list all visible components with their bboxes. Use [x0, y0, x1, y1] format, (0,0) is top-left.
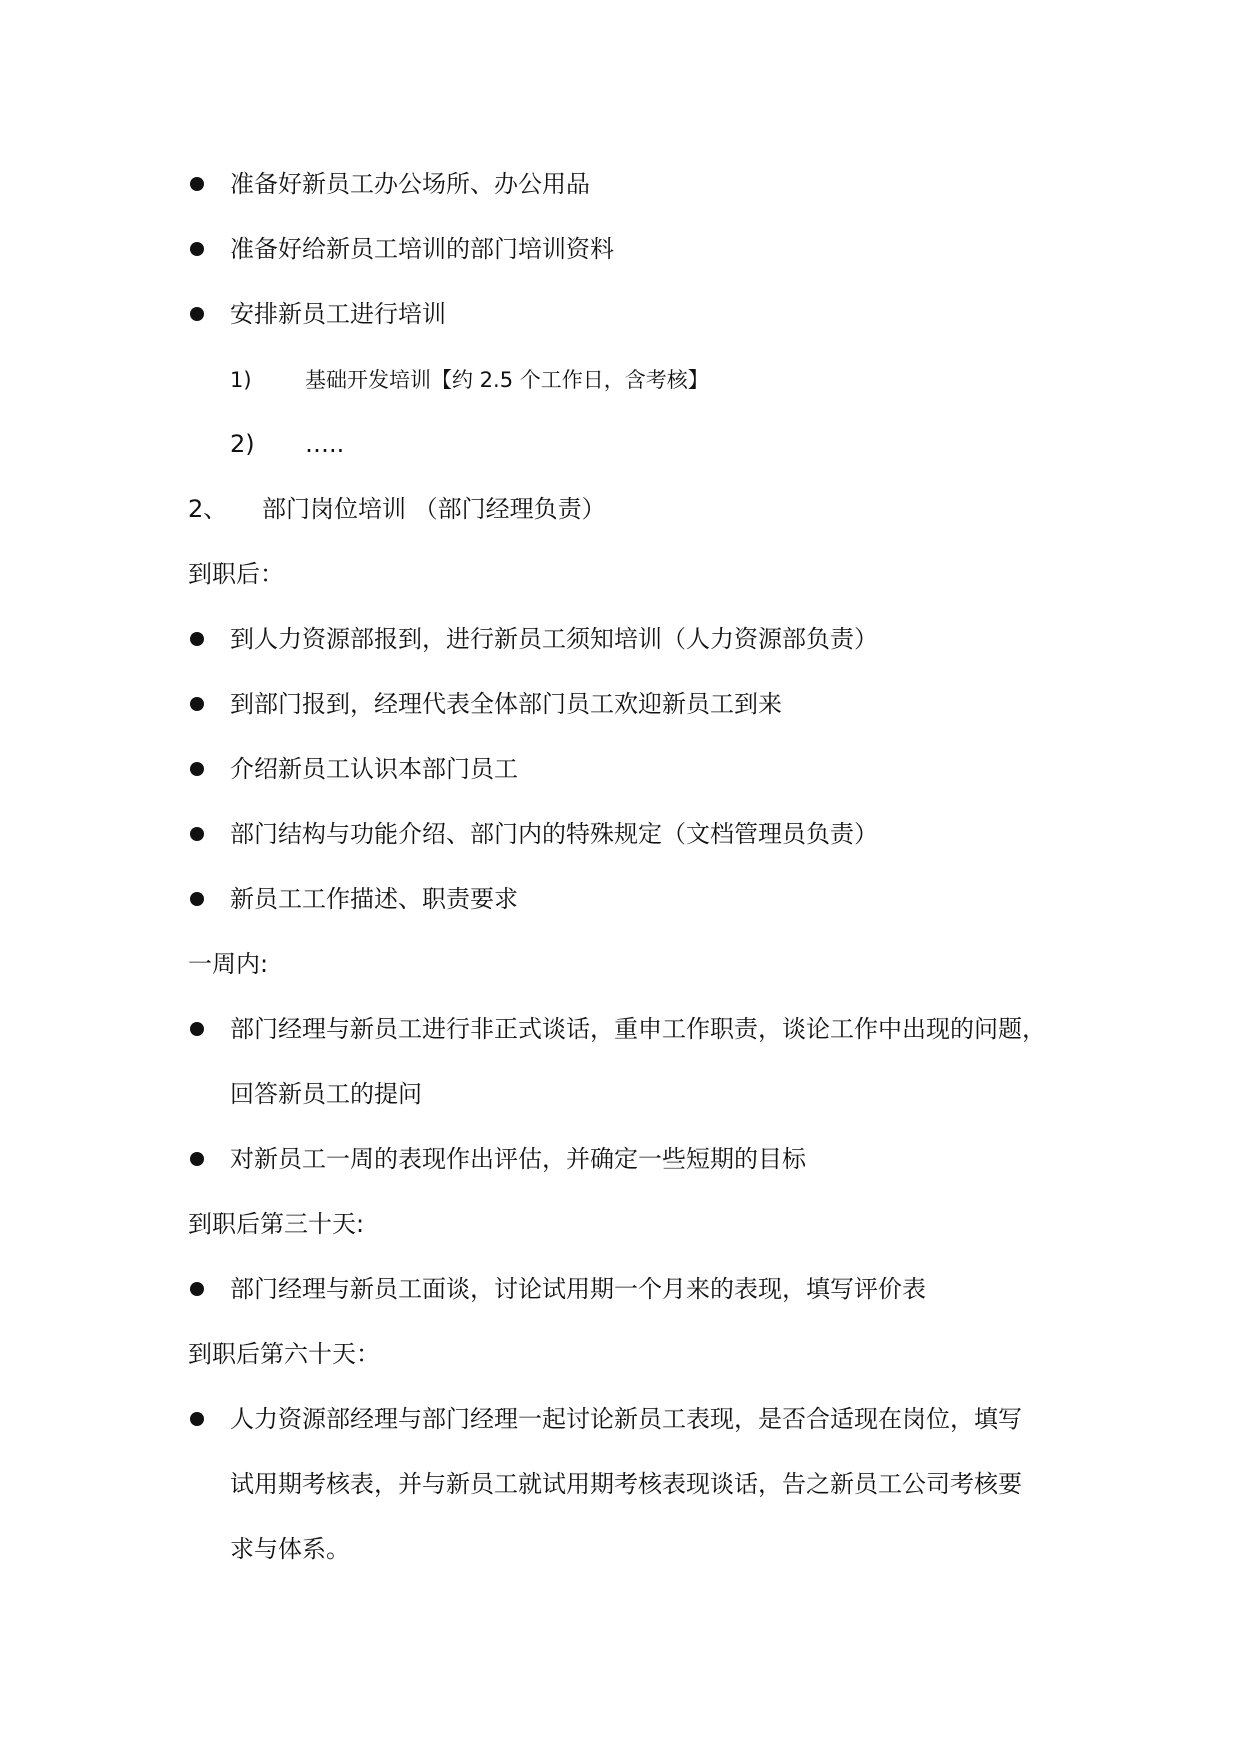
sub-item-number: 1)	[230, 368, 252, 392]
list-item: 到部门报到，经理代表全体部门员工欢迎新员工到来	[230, 690, 782, 718]
list-item: 介绍新员工认识本部门员工	[230, 755, 518, 783]
list-item: 对新员工一周的表现作出评估，并确定一些短期的目标	[230, 1145, 806, 1173]
subsection-label: 到职后：	[188, 560, 284, 588]
list-item: 部门结构与功能介绍、部门内的特殊规定（文档管理员负责）	[230, 820, 878, 848]
bullet-icon	[190, 307, 204, 321]
sub-item-text: …..	[305, 430, 345, 458]
list-item: 到人力资源部报到，进行新员工须知培训（人力资源部负责）	[230, 625, 878, 653]
bullet-icon	[190, 827, 204, 841]
list-item: 人力资源部经理与部门经理一起讨论新员工表现，是否合适现在岗位，填写	[230, 1405, 1022, 1433]
bullet-icon	[190, 177, 204, 191]
sub-item-number: 2)	[230, 430, 255, 458]
bullet-icon	[190, 242, 204, 256]
bullet-icon	[190, 697, 204, 711]
bullet-icon	[190, 632, 204, 646]
list-item: 部门经理与新员工进行非正式谈话，重申工作职责，谈论工作中出现的问题，	[230, 1015, 1046, 1043]
subsection-label: 到职后第六十天：	[188, 1340, 380, 1368]
section-number: 2、	[188, 495, 228, 523]
list-item-continuation: 求与体系。	[230, 1535, 350, 1563]
subsection-label: 一周内:	[188, 950, 269, 978]
list-item: 准备好给新员工培训的部门培训资料	[230, 235, 614, 263]
list-item-continuation: 试用期考核表，并与新员工就试用期考核表现谈话，告之新员工公司考核要	[230, 1470, 1022, 1498]
subsection-label: 到职后第三十天:	[188, 1210, 365, 1238]
bullet-icon	[190, 892, 204, 906]
bullet-icon	[190, 1152, 204, 1166]
list-item: 准备好新员工办公场所、办公用品	[230, 170, 590, 198]
bullet-icon	[190, 1412, 204, 1426]
section-heading: 部门岗位培训 （部门经理负责）	[262, 495, 606, 523]
bullet-icon	[190, 1282, 204, 1296]
bullet-icon	[190, 762, 204, 776]
list-item: 安排新员工进行培训	[230, 300, 446, 328]
list-item: 新员工工作描述、职责要求	[230, 885, 518, 913]
sub-item-text: 基础开发培训【约 2.5 个工作日，含考核】	[305, 368, 709, 392]
list-item: 部门经理与新员工面谈，讨论试用期一个月来的表现，填写评价表	[230, 1275, 926, 1303]
bullet-icon	[190, 1022, 204, 1036]
list-item-continuation: 回答新员工的提问	[230, 1080, 422, 1108]
